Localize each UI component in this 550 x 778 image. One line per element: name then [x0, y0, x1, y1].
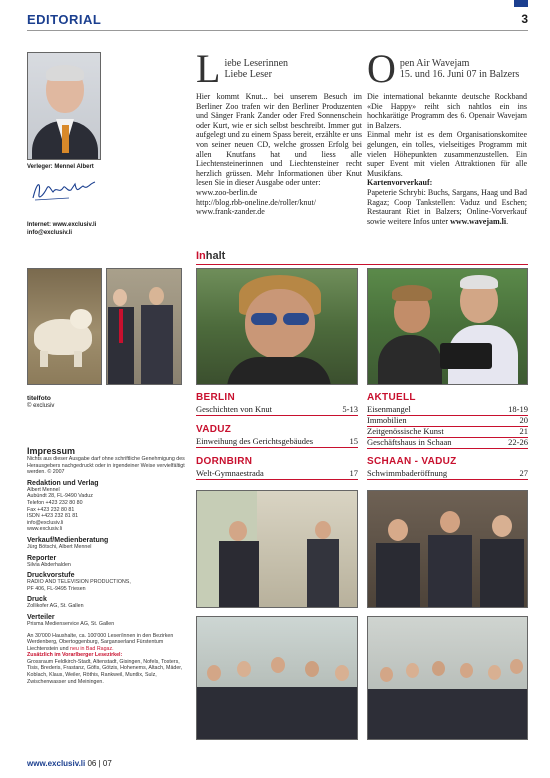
letter-link-2[interactable]: http://blog.rbb-oneline.de/roller/knut/ [196, 197, 316, 207]
impressum-heading: Redaktion und Verlag [27, 479, 99, 487]
toc-entry-page: 27 [519, 468, 528, 478]
polar-bear-photo [27, 268, 102, 385]
toc-entry-page: 15 [349, 436, 358, 446]
toc-entry-page: 21 [519, 426, 528, 436]
impressum-line: Fax +423 232 80 81 [27, 506, 75, 513]
toc-entry-title: Einweihung des Gerichtsgebäudes [196, 436, 314, 446]
distribution-highlight: neu in Bad Ragaz. [70, 645, 114, 652]
signature-image [29, 176, 99, 204]
impressum-line: PF 406, FL-9495 Triesen [27, 585, 86, 592]
toc-entry-title: Schwimmbaderöffnung [367, 468, 448, 478]
impressum-line: Prisma Medienservice AG, St. Gallen [27, 620, 115, 627]
presale-text: Papeterie Schrybi: Buchs, Sargans, Haag und Bad Ragaz; Coop Tankstellen: Vaduz und Eschen; Restaurant Riet in Balzers; Online-Vorverkauf sowie weitere Infos unter [367, 187, 527, 226]
toc-entry[interactable] [196, 404, 358, 416]
toc-entry[interactable] [367, 468, 528, 480]
letter-heading-1: iebe Leserinnen [224, 58, 289, 69]
distribution-text [27, 633, 187, 653]
editor-caption: Verleger: Mennel Albert [27, 164, 94, 170]
lesezirkel-heading: Zusätzlich im Vorarlberger Lesezirkel: [27, 652, 123, 659]
section-header: EDITORIAL [27, 12, 102, 27]
letter-link-3[interactable]: www.frank-zander.de [196, 207, 265, 217]
internet-link[interactable]: Internet: www.exclusiv.li [27, 222, 97, 228]
impressum-line: ISDN +423 232 81 81 [27, 513, 79, 520]
page-number: 3 [521, 12, 528, 26]
contents-rule [196, 264, 528, 265]
impressum-line: Aubündt 28, FL-9490 Vaduz [27, 493, 93, 500]
header-rule [27, 30, 528, 31]
toc-entry-page: 5-13 [342, 404, 358, 414]
wavejam-heading-1: pen Air Wavejam [399, 58, 470, 69]
footer [27, 759, 112, 768]
toc-entry-title: Geschäftshaus in Schaan [367, 437, 452, 447]
frank-zander-photo [196, 268, 358, 385]
toc-entry-title: Zeitgenössische Kunst [367, 426, 444, 436]
impressum-heading: Reporter [27, 554, 57, 562]
presale-label: Kartenvorverkauf: [367, 178, 433, 188]
three-men-photo [367, 490, 528, 608]
toc-entry-title: Eisenmangel [367, 404, 411, 414]
toc-entry[interactable] [196, 468, 358, 480]
toc-entry-page: 22-26 [508, 437, 528, 447]
toc-entry-page: 18-19 [508, 404, 528, 414]
titelfoto-label: titelfoto [27, 395, 51, 402]
toc-section-vaduz: VADUZ [196, 424, 232, 435]
impressum-line: RADIO AND TELEVISION PRODUCTIONS, [27, 579, 131, 586]
editor-portrait [27, 52, 101, 160]
impressum-line: Silvia Abderhalden [27, 561, 71, 568]
impressum-line: Telefon +423 232 80 80 [27, 499, 83, 506]
impressum-web-link[interactable]: www.exclusiv.li [27, 526, 62, 533]
wavejam-body-1: Die international bekannte deutsche Rockband «Die Happy» reiht sich nahtlos ein ins hochkarätige Programm des 6. Openair Wavejam in Balzers. [367, 92, 527, 130]
toc-entry-title: Immobilien [367, 415, 407, 425]
toc-entry-page: 20 [519, 415, 528, 425]
court-ceremony-photo [196, 490, 358, 608]
wavejam-link[interactable]: www.wavejam.li [450, 216, 507, 226]
link-suffix: . [506, 216, 509, 226]
letter-column [196, 52, 362, 217]
toc-entry-page: 17 [349, 468, 358, 478]
group-photo-left [196, 616, 358, 740]
footer-url[interactable]: www.exclusiv.li [27, 759, 86, 768]
toc-section-schaan-vaduz: SCHAAN - VADUZ [367, 456, 457, 467]
footer-issue: 06 | 07 [87, 759, 112, 768]
corner-tab [514, 0, 528, 7]
toc-entry-title: Welt-Gymnaestrada [196, 468, 264, 478]
letter-link-1[interactable]: www.zoo-berlin.de [196, 187, 258, 197]
wavejam-heading-2: 15. und 16. Juni 07 in Balzers [399, 69, 520, 80]
impressum-line: Zollikofer AG, St. Gallen [27, 603, 84, 610]
toc-entry-title: Geschichten von Knut [196, 404, 273, 414]
impressum-email-link[interactable]: info@exclusiv.li [27, 519, 64, 526]
email-link[interactable]: info@exclusiv.li [27, 230, 73, 236]
wavejam-body-3 [367, 188, 527, 226]
impressum-heading: Druck [27, 596, 47, 604]
toc-entry[interactable] [196, 436, 358, 448]
wavejam-column [367, 52, 527, 226]
toc-section-aktuell: AKTUELL [367, 392, 416, 403]
impressum-heading: Druckvorstufe [27, 572, 75, 580]
impressum [27, 446, 187, 685]
wavejam-dropcap: O [367, 52, 396, 86]
toc-entry[interactable] [367, 437, 528, 449]
wavejam-body-2: Einmal mehr ist es dem Organisationskomitee gelungen, ein tolles, vielseitiges Programm mit vielen Höhepunkten zusammenzustellen. Ein super Event mit vielen Attraktionen für alle Musikfans. [367, 130, 527, 178]
lesezirkel-text: Grossraum Feldkirch-Stadt, Altenstadt, Gisingen, Nofels, Tosters, Tisis, Brederis, Frastanz, Göfis, Götzis, Hohenems, Altach, Mäder, Koblach, Klaus, Weiler, Röthis, Rankweil, Muntlix, Sulz, Zwischenwasser und Meiningen. [27, 658, 183, 685]
letter-body: Hier kommt Knut... bei unserem Besuch im Berliner Zoo trafen wir den Berliner Produzenten und Sänger Frank Zander oder Fred Sonnenschein oder Kurt, wie er sich selbst beschreibt. Immer gut aufgelegt und zu einem Spass bereit, erzählte er uns von seiner neuen CD, welche grossen Erfolg bei allen Knutfans hat und liess alle Liechtensteinerinnen und Liechtensteiner recht herzlich grüssen. Mehr Informationen über Knut lesen Sie in dieser Ausgabe oder unter: [196, 92, 362, 188]
impressum-intro: Nichts aus dieser Ausgabe darf ohne schriftliche Genehmigung des Herausgebers nachgedruckt oder in irgendeiner Weise vervielfältigt werden. © 2007 [27, 456, 185, 476]
wavejam-men-photo [367, 268, 528, 385]
impressum-title: Impressum [27, 446, 76, 456]
impressum-line: Jürg Bötschi, Albert Mennel [27, 543, 92, 550]
contents-title-prefix: In [196, 250, 206, 262]
two-men-photo [106, 268, 182, 385]
titelfoto-credit: © exclusiv [27, 403, 55, 409]
impressum-line: Albert Mennel [27, 486, 60, 493]
impressum-heading: Verteiler [27, 613, 55, 621]
toc-section-berlin: BERLIN [196, 392, 236, 403]
letter-heading-2: Liebe Leser [224, 69, 272, 80]
distribution-main: An 30'000 Haushalte, ca. 100'000 Leser/innen in den Bezirken Werdenberg, Obertoggenburg, Sarganserland Fürstentum Liechtenstein und [27, 632, 174, 652]
letter-dropcap: L [196, 52, 221, 86]
group-photo-right [367, 616, 528, 740]
toc-section-dornbirn: DORNBIRN [196, 456, 253, 467]
contents-title-rest: halt [205, 250, 226, 262]
impressum-heading: Verkauf/Medienberatung [27, 536, 109, 544]
contents-title [196, 250, 225, 262]
